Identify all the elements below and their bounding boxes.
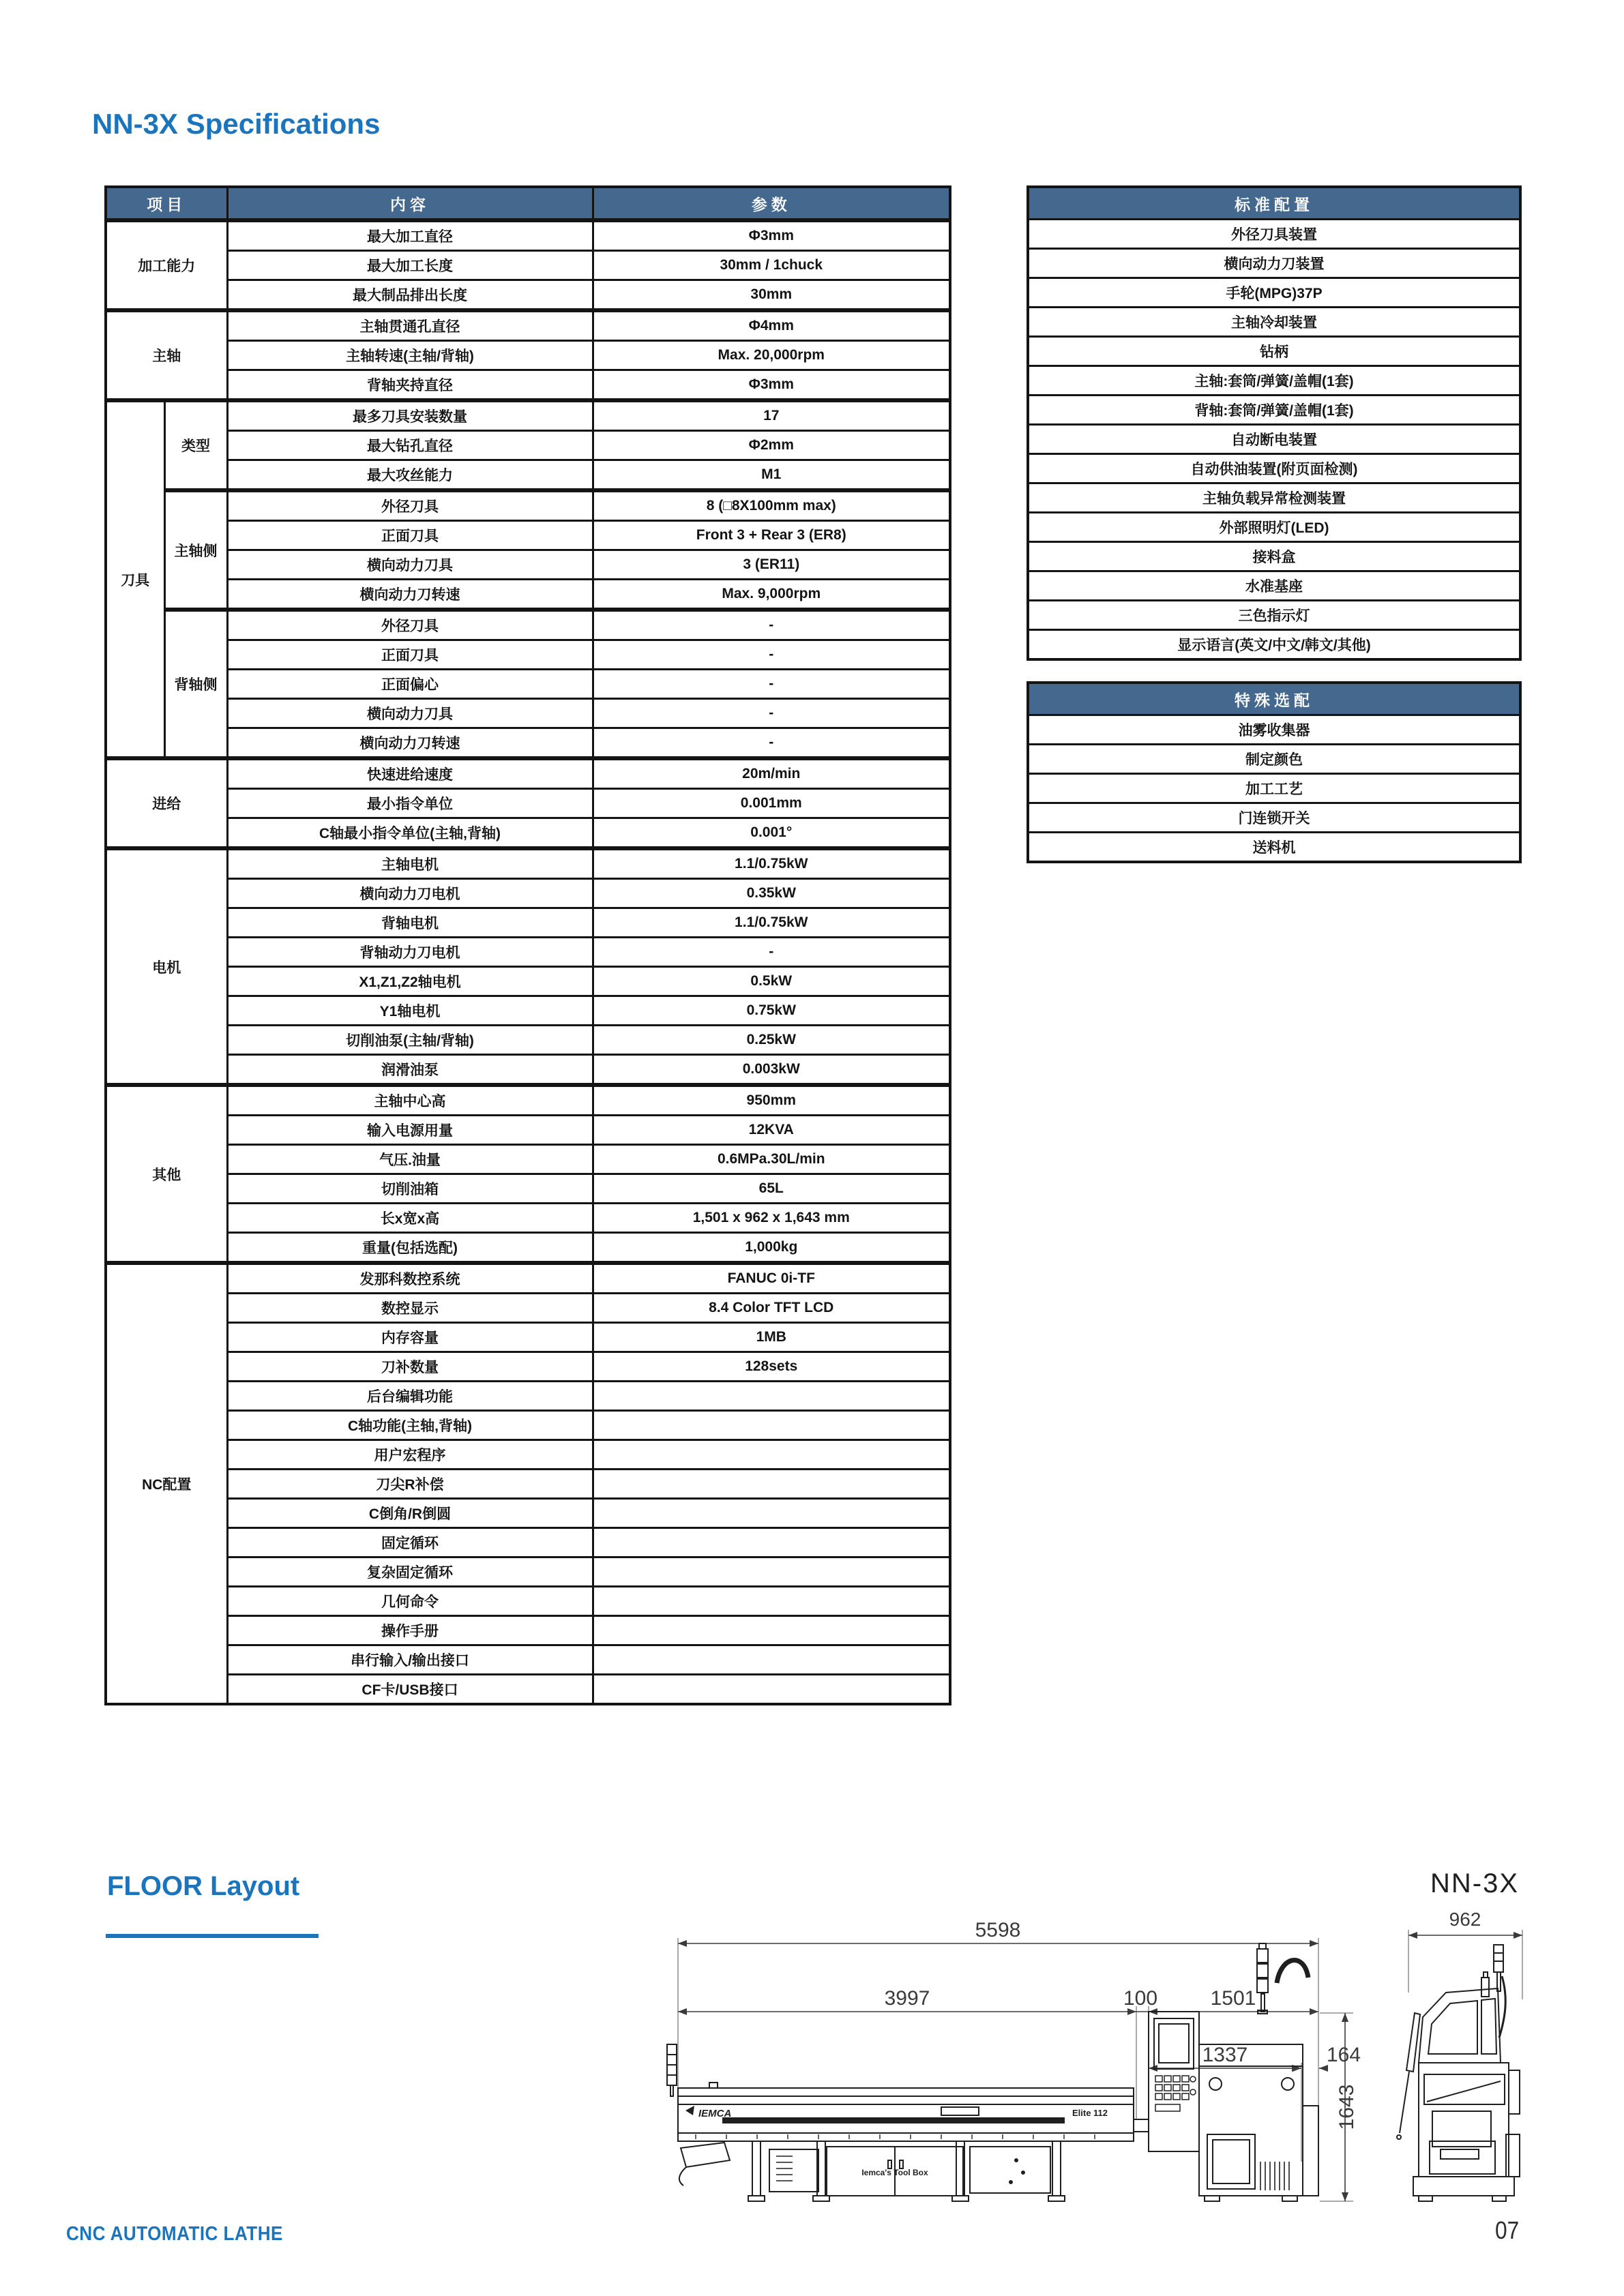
spec-item-cell: 背轴电机 [227,908,593,938]
spec-value-cell: 0.75kW [593,996,950,1026]
spec-value-cell: 1.1/0.75kW [593,848,950,879]
spec-value-cell [593,1645,950,1675]
spec-row [106,610,950,640]
spec-row [106,550,950,580]
spec-item-cell: 正面刀具 [227,640,593,670]
spec-item-cell: 外径刀具 [227,490,593,521]
config-row [1028,513,1520,542]
spec-value-cell: 30mm [593,280,950,311]
spec-value-cell: Φ2mm [593,431,950,460]
config-item-cell: 横向动力刀装置 [1028,249,1520,278]
spec-item-cell: 横向动力刀具 [227,699,593,728]
spec-row [106,908,950,938]
config-item-cell: 自动供油装置(附页面检测) [1028,454,1520,483]
feeder-model-label: Elite 112 [1072,2108,1108,2118]
opt-table-title: 特殊选配 [1028,683,1520,715]
spec-subgroup-label: 背轴侧 [164,610,227,758]
spec-item-cell: 用户宏程序 [227,1440,593,1470]
spec-row [106,1233,950,1264]
spec-item-cell: 主轴转速(主轴/背轴) [227,341,593,370]
config-row [1028,745,1520,774]
spec-value-cell: - [593,670,950,699]
spec-item-cell: 长x宽x高 [227,1204,593,1233]
spec-value-cell: 17 [593,400,950,431]
spec-value-cell: 1,501 x 962 x 1,643 mm [593,1204,950,1233]
spec-row [106,818,950,849]
toolbox-label: Iemca's Tool Box [861,2168,928,2177]
config-item-cell: 手轮(MPG)37P [1028,278,1520,308]
spec-row [106,1528,950,1557]
spec-item-cell: 复杂固定循环 [227,1557,593,1587]
dim-body-label: 1337 [1202,2044,1248,2066]
spec-row [106,490,950,521]
spec-row [106,1026,950,1055]
dimension-lines [678,1935,1522,2201]
spec-value-cell [593,1528,950,1557]
config-row [1028,425,1520,454]
spec-row [106,310,950,341]
spec-row [106,1116,950,1145]
page-number: 07 [1495,2216,1520,2244]
config-item-cell: 显示语言(英文/中文/韩文/其他) [1028,630,1520,660]
spec-row [106,1085,950,1116]
spec-value-cell: 0.6MPa.30L/min [593,1145,950,1174]
spec-value-cell: 12KVA [593,1116,950,1145]
spec-value-cell: 0.001mm [593,789,950,818]
spec-value-cell: - [593,640,950,670]
config-item-cell: 加工工艺 [1028,774,1520,803]
spec-value-cell: - [593,699,950,728]
config-item-cell: 主轴冷却装置 [1028,308,1520,337]
config-item-cell: 主轴:套筒/弹簧/盖帽(1套) [1028,366,1520,396]
spec-row [106,1470,950,1499]
standard-config-container [1027,185,1522,661]
config-item-cell: 接料盒 [1028,542,1520,571]
spec-group-label: 加工能力 [106,220,227,310]
spec-value-cell: 65L [593,1174,950,1204]
spec-row [106,1645,950,1675]
spec-row [106,1294,950,1323]
spec-item-cell: 操作手册 [227,1616,593,1645]
spec-row [106,1440,950,1470]
config-item-cell: 制定颜色 [1028,745,1520,774]
spec-item-cell: 最大钻孔直径 [227,431,593,460]
spec-row [106,728,950,759]
spec-value-cell: FANUC 0i-TF [593,1263,950,1294]
spec-row [106,460,950,491]
spec-value-cell: 20m/min [593,758,950,789]
spec-table [104,185,951,1705]
bar-feeder-drawing [667,2044,1149,2201]
spec-value-cell: M1 [593,460,950,491]
spec-value-cell: 8 (□8X100mm max) [593,490,950,521]
spec-value-cell: 8.4 Color TFT LCD [593,1294,950,1323]
config-row [1028,249,1520,278]
spec-row [106,400,950,431]
spec-row [106,1411,950,1440]
spec-value-cell: - [593,728,950,759]
spec-row [106,640,950,670]
dim-width-label: 962 [1449,1909,1481,1930]
dim-machine-label: 1501 [1210,1987,1256,2010]
spec-row [106,1174,950,1204]
spec-table-container [104,185,951,1705]
spec-value-cell: 1.1/0.75kW [593,908,950,938]
spec-item-cell: 重量(包括选配) [227,1233,593,1264]
spec-header-content: 内容 [227,187,593,220]
spec-value-cell [593,1411,950,1440]
spec-item-cell: 主轴中心高 [227,1085,593,1116]
spec-row [106,220,950,251]
spec-value-cell: Φ3mm [593,220,950,251]
spec-item-cell: 后台编辑功能 [227,1382,593,1411]
spec-item-cell: 刀尖R补偿 [227,1470,593,1499]
spec-row [106,996,950,1026]
spec-row [106,521,950,550]
spec-item-cell: 数控显示 [227,1294,593,1323]
config-row [1028,601,1520,630]
spec-row [106,1499,950,1528]
page-title: NN-3X Specifications [92,108,381,140]
spec-item-cell: 最大制品排出长度 [227,280,593,311]
spec-value-cell [593,1499,950,1528]
spec-item-cell: 快速进给速度 [227,758,593,789]
spec-row [106,758,950,789]
config-row [1028,454,1520,483]
spec-item-cell: 刀补数量 [227,1352,593,1382]
spec-row [106,1263,950,1294]
spec-group-label: 电机 [106,848,227,1085]
spec-subgroup-label: 类型 [164,400,227,490]
spec-value-cell [593,1675,950,1705]
spec-item-cell: 背轴夹持直径 [227,370,593,401]
footer-product-label: CNC AUTOMATIC LATHE [66,2223,283,2245]
spec-header-item: 项目 [106,187,227,220]
config-item-cell: 外部照明灯(LED) [1028,513,1520,542]
spec-item-cell: 润滑油泵 [227,1055,593,1086]
spec-value-cell: Φ4mm [593,310,950,341]
spec-value-cell: Max. 9,000rpm [593,580,950,610]
spec-value-cell: 1,000kg [593,1233,950,1264]
spec-item-cell: 最大加工直径 [227,220,593,251]
spec-group-label: 主轴 [106,310,227,400]
spec-row [106,341,950,370]
feeder-brand-label: IEMCA [698,2108,732,2119]
floor-layout-drawing [648,1841,1623,2223]
config-row [1028,396,1520,425]
spec-group-label: NC配置 [106,1263,227,1704]
spec-row [106,280,950,311]
spec-item-cell: X1,Z1,Z2轴电机 [227,967,593,996]
dim-height-label: 1643 [1335,2084,1358,2130]
spec-row [106,670,950,699]
spec-group-label: 其他 [106,1085,227,1263]
spec-value-cell [593,1587,950,1616]
spec-item-cell: 横向动力刀转速 [227,728,593,759]
spec-row [106,1145,950,1174]
spec-value-cell: 0.003kW [593,1055,950,1086]
spec-value-cell: - [593,610,950,640]
spec-item-cell: 正面偏心 [227,670,593,699]
spec-value-cell: - [593,938,950,967]
spec-value-cell: 0.001° [593,818,950,849]
special-options-table [1027,681,1522,863]
spec-item-cell: C倒角/R倒圆 [227,1499,593,1528]
spec-item-cell: 横向动力刀转速 [227,580,593,610]
spec-item-cell: 横向动力刀具 [227,550,593,580]
spec-subgroup-label: 主轴侧 [164,490,227,610]
spec-row [106,431,950,460]
spec-item-cell: 正面刀具 [227,521,593,550]
spec-item-cell: Y1轴电机 [227,996,593,1026]
spec-value-cell: Φ3mm [593,370,950,401]
config-row [1028,630,1520,660]
config-item-cell: 三色指示灯 [1028,601,1520,630]
dim-total-label: 5598 [975,1919,1021,1941]
dim-rear-label: 164 [1327,2044,1361,2066]
spec-item-cell: 背轴动力刀电机 [227,938,593,967]
spec-row [106,1675,950,1705]
lathe-side-drawing [1397,1945,1520,2201]
spec-value-cell: 0.5kW [593,967,950,996]
config-item-cell: 水准基座 [1028,571,1520,601]
config-item-cell: 自动断电装置 [1028,425,1520,454]
spec-item-cell: 发那科数控系统 [227,1263,593,1294]
spec-row [106,1616,950,1645]
spec-row [106,789,950,818]
spec-item-cell: 串行输入/输出接口 [227,1645,593,1675]
config-row [1028,366,1520,396]
spec-row [106,879,950,908]
spec-row [106,1382,950,1411]
lathe-front-drawing [1149,1943,1318,2201]
dim-feeder-label: 3997 [884,1987,930,2010]
config-item-cell: 钻柄 [1028,337,1520,366]
spec-value-cell: Front 3 + Rear 3 (ER8) [593,521,950,550]
spec-row [106,699,950,728]
spec-value-cell [593,1616,950,1645]
config-item-cell: 外径刀具装置 [1028,220,1520,249]
spec-item-cell: 固定循环 [227,1528,593,1557]
spec-row [106,1323,950,1352]
spec-header-param: 参数 [593,187,950,220]
spec-row [106,370,950,401]
spec-row [106,1204,950,1233]
extension-lines [678,1930,1522,2201]
config-row [1028,337,1520,366]
config-row [1028,308,1520,337]
config-row [1028,220,1520,249]
spec-item-cell: 切削油箱 [227,1174,593,1204]
spec-group-label: 进给 [106,758,227,848]
spec-item-cell: C轴功能(主轴,背轴) [227,1411,593,1440]
config-row [1028,278,1520,308]
config-row [1028,833,1520,863]
config-item-cell: 主轴负载异常检测装置 [1028,483,1520,513]
spec-value-cell: 128sets [593,1352,950,1382]
spec-item-cell: 内存容量 [227,1323,593,1352]
spec-item-cell: 最大攻丝能力 [227,460,593,491]
standard-config-table [1027,185,1522,661]
config-item-cell: 门连锁开关 [1028,803,1520,833]
spec-item-cell: 输入电源用量 [227,1116,593,1145]
config-row [1028,715,1520,745]
config-row [1028,571,1520,601]
spec-row [106,251,950,280]
spec-value-cell [593,1382,950,1411]
spec-item-cell: 几何命令 [227,1587,593,1616]
spec-value-cell: 3 (ER11) [593,550,950,580]
spec-item-cell: 主轴贯通孔直径 [227,310,593,341]
side-view-model-label: NN-3X [1430,1868,1520,1898]
spec-group-label: 刀具 [106,400,164,758]
spec-item-cell: 外径刀具 [227,610,593,640]
spec-row [106,580,950,610]
dim-gap-label: 100 [1123,1987,1158,2010]
config-row [1028,774,1520,803]
floor-layout-title: FLOOR Layout [107,1871,300,1901]
spec-header-row [106,187,950,220]
spec-row [106,1055,950,1086]
spec-value-cell: 1MB [593,1323,950,1352]
floor-title-underline [106,1934,319,1938]
spec-value-cell [593,1470,950,1499]
config-item-cell: 油雾收集器 [1028,715,1520,745]
spec-item-cell: 切削油泵(主轴/背轴) [227,1026,593,1055]
config-row [1028,483,1520,513]
spec-row [106,1557,950,1587]
config-row [1028,542,1520,571]
spec-item-cell: 最多刀具安装数量 [227,400,593,431]
spec-value-cell: 950mm [593,1085,950,1116]
spec-item-cell: 横向动力刀电机 [227,879,593,908]
spec-item-cell: CF卡/USB接口 [227,1675,593,1705]
spec-row [106,848,950,879]
spec-item-cell: C轴最小指令单位(主轴,背轴) [227,818,593,849]
spec-item-cell: 最大加工长度 [227,251,593,280]
std-table-title: 标准配置 [1028,187,1520,220]
spec-row [106,967,950,996]
spec-row [106,1587,950,1616]
config-row [1028,803,1520,833]
spec-value-cell: 30mm / 1chuck [593,251,950,280]
spec-value-cell: Max. 20,000rpm [593,341,950,370]
spec-row [106,1352,950,1382]
spec-value-cell: 0.25kW [593,1026,950,1055]
config-item-cell: 送料机 [1028,833,1520,863]
spec-value-cell [593,1440,950,1470]
spec-value-cell: 0.35kW [593,879,950,908]
config-item-cell: 背轴:套筒/弹簧/盖帽(1套) [1028,396,1520,425]
spec-item-cell: 最小指令单位 [227,789,593,818]
spec-value-cell [593,1557,950,1587]
spec-item-cell: 主轴电机 [227,848,593,879]
spec-item-cell: 气压.油量 [227,1145,593,1174]
special-options-container [1027,681,1522,863]
spec-row [106,938,950,967]
